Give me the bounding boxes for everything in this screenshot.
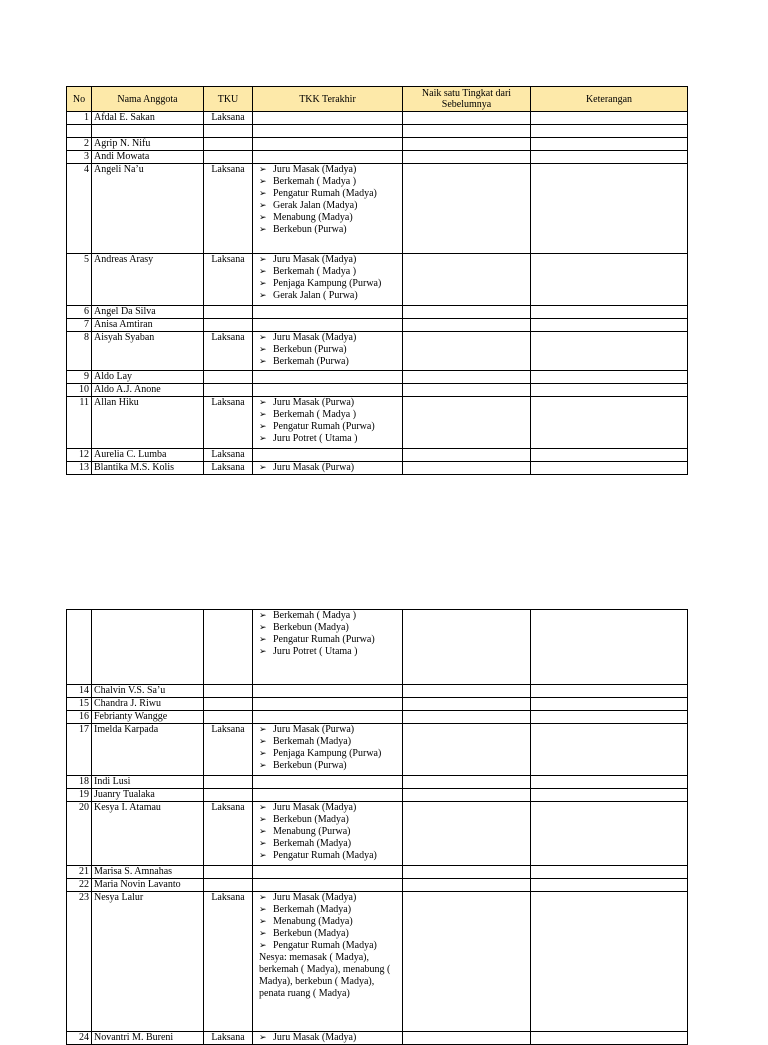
cell-keterangan: [531, 892, 688, 1032]
tkk-list: [255, 462, 400, 474]
tkk-list: [255, 610, 400, 658]
cell-tku: Laksana: [204, 332, 253, 371]
cell-naik-tingkat: [403, 1032, 531, 1045]
table-row: [67, 449, 688, 462]
cell-tku: [204, 306, 253, 319]
cell-naik-tingkat: [403, 866, 531, 879]
cell-tku: [204, 125, 253, 138]
cell-no: 12: [67, 449, 92, 462]
cell-tkk-terakhir: [253, 866, 403, 879]
cell-nama-anggota: Aurelia C. Lumba: [92, 449, 204, 462]
tkk-item: ➢ Juru Potret ( Utama ): [259, 433, 400, 445]
cell-naik-tingkat: [403, 711, 531, 724]
cell-naik-tingkat: [403, 319, 531, 332]
header-tku: TKU: [204, 87, 253, 112]
tkk-item: ➢ Berkemah ( Madya ): [259, 176, 400, 188]
cell-tku: [204, 151, 253, 164]
cell-tkk-terakhir: [253, 254, 403, 306]
tkk-list: [255, 332, 400, 368]
cell-naik-tingkat: [403, 112, 531, 125]
cell-nama-anggota: Anisa Amtiran: [92, 319, 204, 332]
cell-tku: [204, 685, 253, 698]
cell-naik-tingkat: [403, 306, 531, 319]
cell-tkk-terakhir: [253, 462, 403, 475]
tkk-item: ➢ Menabung (Madya): [259, 212, 400, 224]
cell-nama-anggota: Chandra J. Riwu: [92, 698, 204, 711]
cell-naik-tingkat: [403, 724, 531, 776]
tkk-item: ➢ Pengatur Rumah (Purwa): [259, 634, 400, 646]
cell-tkk-terakhir: [253, 112, 403, 125]
cell-no: 1: [67, 112, 92, 125]
cell-no: 4: [67, 164, 92, 254]
cell-tkk-terakhir: [253, 879, 403, 892]
header-naik-tingkat: Naik satu Tingkat dari Sebelumnya: [403, 87, 531, 112]
table-row: [67, 802, 688, 866]
cell-naik-tingkat: [403, 332, 531, 371]
cell-keterangan: [531, 685, 688, 698]
table-row: [67, 254, 688, 306]
table-row: [67, 685, 688, 698]
tkk-list: [255, 892, 400, 952]
tkk-item: ➢ Juru Masak (Madya): [259, 254, 400, 266]
cell-tku: Laksana: [204, 449, 253, 462]
table-row: [67, 462, 688, 475]
table-row: [67, 306, 688, 319]
cell-naik-tingkat: [403, 151, 531, 164]
cell-tkk-terakhir: [253, 397, 403, 449]
cell-no: 13: [67, 462, 92, 475]
member-table-part-1: [66, 86, 688, 475]
cell-tkk-terakhir: [253, 164, 403, 254]
tkk-item: ➢ Berkebun (Purwa): [259, 224, 400, 236]
tkk-item: ➢ Gerak Jalan (Madya): [259, 200, 400, 212]
tkk-item: ➢ Juru Masak (Purwa): [259, 724, 400, 736]
table-row: [67, 789, 688, 802]
cell-naik-tingkat: [403, 449, 531, 462]
cell-naik-tingkat: [403, 610, 531, 685]
cell-no: 9: [67, 371, 92, 384]
cell-tku: Laksana: [204, 724, 253, 776]
tkk-item: ➢ Berkemah (Madya): [259, 838, 400, 850]
table-row: [67, 610, 688, 685]
tkk-item: ➢ Pengatur Rumah (Madya): [259, 940, 400, 952]
cell-keterangan: [531, 449, 688, 462]
cell-tku: Laksana: [204, 397, 253, 449]
cell-no: 3: [67, 151, 92, 164]
cell-tku: [204, 866, 253, 879]
cell-tkk-terakhir: [253, 776, 403, 789]
tkk-item: ➢ Berkemah ( Madya ): [259, 610, 400, 622]
table-row: [67, 164, 688, 254]
table-row: [67, 776, 688, 789]
header-nama-anggota: Nama Anggota: [92, 87, 204, 112]
cell-keterangan: [531, 384, 688, 397]
cell-no: 16: [67, 711, 92, 724]
tkk-item: ➢ Berkebun (Madya): [259, 622, 400, 634]
table-row: [67, 892, 688, 1032]
cell-naik-tingkat: [403, 138, 531, 151]
cell-nama-anggota: Blantika M.S. Kolis: [92, 462, 204, 475]
cell-tku: [204, 610, 253, 685]
cell-nama-anggota: Angel Da Silva: [92, 306, 204, 319]
cell-tku: Laksana: [204, 462, 253, 475]
cell-keterangan: [531, 138, 688, 151]
cell-keterangan: [531, 151, 688, 164]
cell-nama-anggota: Indi Lusi: [92, 776, 204, 789]
tkk-item: ➢ Pengatur Rumah (Purwa): [259, 421, 400, 433]
table-body-part-1: [67, 112, 688, 475]
cell-tku: [204, 319, 253, 332]
tkk-item: ➢ Berkemah ( Madya ): [259, 409, 400, 421]
cell-keterangan: [531, 164, 688, 254]
cell-tkk-terakhir: [253, 892, 403, 1032]
cell-tkk-terakhir: [253, 685, 403, 698]
cell-tkk-terakhir: [253, 319, 403, 332]
tkk-list: [255, 802, 400, 862]
cell-nama-anggota: Afdal E. Sakan: [92, 112, 204, 125]
cell-tku: [204, 698, 253, 711]
tkk-item: ➢ Gerak Jalan ( Purwa): [259, 290, 400, 302]
header-tkk-terakhir: TKK Terakhir: [253, 87, 403, 112]
cell-keterangan: [531, 724, 688, 776]
cell-no: 24: [67, 1032, 92, 1045]
cell-naik-tingkat: [403, 802, 531, 866]
cell-keterangan: [531, 866, 688, 879]
cell-nama-anggota: Juanry Tualaka: [92, 789, 204, 802]
tkk-item: ➢ Berkebun (Madya): [259, 928, 400, 940]
cell-keterangan: [531, 1032, 688, 1045]
cell-no: 7: [67, 319, 92, 332]
cell-nama-anggota: [92, 610, 204, 685]
tkk-list: [255, 397, 400, 445]
tkk-item: ➢ Juru Masak (Madya): [259, 892, 400, 904]
cell-keterangan: [531, 789, 688, 802]
cell-nama-anggota: Nesya Lalur: [92, 892, 204, 1032]
tkk-item: ➢ Juru Masak (Madya): [259, 1032, 400, 1044]
cell-tku: Laksana: [204, 254, 253, 306]
cell-keterangan: [531, 879, 688, 892]
cell-tkk-terakhir: [253, 698, 403, 711]
cell-nama-anggota: Andreas Arasy: [92, 254, 204, 306]
cell-naik-tingkat: [403, 776, 531, 789]
cell-no: 5: [67, 254, 92, 306]
cell-tku: [204, 776, 253, 789]
tkk-item: ➢ Menabung (Madya): [259, 916, 400, 928]
tkk-item: ➢ Pengatur Rumah (Madya): [259, 188, 400, 200]
cell-tku: [204, 711, 253, 724]
cell-tku: [204, 371, 253, 384]
cell-nama-anggota: Agrip N. Nifu: [92, 138, 204, 151]
cell-keterangan: [531, 125, 688, 138]
tkk-item: ➢ Juru Masak (Madya): [259, 164, 400, 176]
tkk-item: ➢ Berkemah (Madya): [259, 736, 400, 748]
cell-keterangan: [531, 319, 688, 332]
cell-no: 21: [67, 866, 92, 879]
table-row: [67, 332, 688, 371]
cell-naik-tingkat: [403, 789, 531, 802]
cell-naik-tingkat: [403, 371, 531, 384]
cell-nama-anggota: [92, 125, 204, 138]
cell-tkk-terakhir: [253, 789, 403, 802]
tkk-item: ➢ Juru Masak (Purwa): [259, 462, 400, 474]
cell-no: [67, 125, 92, 138]
table-row: [67, 384, 688, 397]
cell-no: 10: [67, 384, 92, 397]
table-body-part-2: [67, 610, 688, 1045]
cell-tkk-terakhir: [253, 371, 403, 384]
cell-tkk-terakhir: [253, 125, 403, 138]
cell-no: 22: [67, 879, 92, 892]
cell-keterangan: [531, 254, 688, 306]
cell-no: 20: [67, 802, 92, 866]
cell-keterangan: [531, 698, 688, 711]
cell-nama-anggota: Chalvin V.S. Sa’u: [92, 685, 204, 698]
cell-naik-tingkat: [403, 254, 531, 306]
table-header-row: [67, 87, 688, 112]
cell-keterangan: [531, 112, 688, 125]
tkk-list: [255, 254, 400, 302]
tkk-item: ➢ Juru Potret ( Utama ): [259, 646, 400, 658]
table-row: [67, 711, 688, 724]
tkk-item: ➢ Pengatur Rumah (Madya): [259, 850, 400, 862]
cell-tku: [204, 879, 253, 892]
cell-keterangan: [531, 371, 688, 384]
table-row: [67, 151, 688, 164]
cell-no: 8: [67, 332, 92, 371]
cell-naik-tingkat: [403, 164, 531, 254]
cell-naik-tingkat: [403, 125, 531, 138]
cell-naik-tingkat: [403, 397, 531, 449]
cell-nama-anggota: Aldo A.J. Anone: [92, 384, 204, 397]
cell-nama-anggota: Febrianty Wangge: [92, 711, 204, 724]
cell-keterangan: [531, 306, 688, 319]
cell-no: 19: [67, 789, 92, 802]
cell-nama-anggota: Aisyah Syaban: [92, 332, 204, 371]
tkk-item: ➢ Berkebun (Madya): [259, 814, 400, 826]
cell-no: 15: [67, 698, 92, 711]
table-row: [67, 319, 688, 332]
table-row: [67, 138, 688, 151]
table-row: [67, 698, 688, 711]
tkk-item: ➢ Juru Masak (Madya): [259, 332, 400, 344]
cell-tku: [204, 384, 253, 397]
cell-naik-tingkat: [403, 384, 531, 397]
table-row: [67, 866, 688, 879]
cell-tkk-terakhir: [253, 449, 403, 462]
cell-tku: Laksana: [204, 1032, 253, 1045]
cell-nama-anggota: Allan Hiku: [92, 397, 204, 449]
cell-keterangan: [531, 332, 688, 371]
table-row: [67, 125, 688, 138]
tkk-list: [255, 164, 400, 236]
cell-naik-tingkat: [403, 698, 531, 711]
cell-naik-tingkat: [403, 462, 531, 475]
tkk-list: [255, 1032, 400, 1044]
tkk-item: ➢ Berkemah (Madya): [259, 904, 400, 916]
cell-keterangan: [531, 776, 688, 789]
cell-tku: Laksana: [204, 802, 253, 866]
cell-naik-tingkat: [403, 685, 531, 698]
header-keterangan: Keterangan: [531, 87, 688, 112]
cell-tkk-terakhir: [253, 610, 403, 685]
tkk-note: Nesya: memasak ( Madya), berkemah ( Madya), menabung ( Madya), berkebun ( Madya), penata ruang ( Madya): [259, 952, 391, 999]
cell-keterangan: [531, 802, 688, 866]
cell-nama-anggota: Kesya I. Atamau: [92, 802, 204, 866]
cell-tku: Laksana: [204, 892, 253, 1032]
cell-naik-tingkat: [403, 892, 531, 1032]
cell-tkk-terakhir: [253, 724, 403, 776]
cell-no: 6: [67, 306, 92, 319]
cell-tku: Laksana: [204, 112, 253, 125]
tkk-item: ➢ Berkebun (Purwa): [259, 344, 400, 356]
cell-no: 11: [67, 397, 92, 449]
cell-tku: [204, 789, 253, 802]
table-row: [67, 879, 688, 892]
tkk-item: ➢ Berkebun (Purwa): [259, 760, 400, 772]
table-row: [67, 1032, 688, 1045]
tkk-item: ➢ Berkemah ( Madya ): [259, 266, 400, 278]
cell-keterangan: [531, 711, 688, 724]
cell-tkk-terakhir: [253, 384, 403, 397]
cell-keterangan: [531, 397, 688, 449]
tkk-item: ➢ Penjaga Kampung (Purwa): [259, 748, 400, 760]
cell-no: 17: [67, 724, 92, 776]
cell-no: 23: [67, 892, 92, 1032]
cell-nama-anggota: Aldo Lay: [92, 371, 204, 384]
cell-nama-anggota: Maria Novin Lavanto: [92, 879, 204, 892]
cell-nama-anggota: Angeli Na’u: [92, 164, 204, 254]
cell-no: 14: [67, 685, 92, 698]
cell-no: [67, 610, 92, 685]
cell-no: 2: [67, 138, 92, 151]
table-row: [67, 112, 688, 125]
cell-naik-tingkat: [403, 879, 531, 892]
tkk-item: ➢ Juru Masak (Purwa): [259, 397, 400, 409]
cell-nama-anggota: Imelda Karpada: [92, 724, 204, 776]
cell-tkk-terakhir: [253, 138, 403, 151]
header-no: No: [67, 87, 92, 112]
cell-nama-anggota: Andi Mowata: [92, 151, 204, 164]
table-row: [67, 371, 688, 384]
cell-no: 18: [67, 776, 92, 789]
cell-tkk-terakhir: [253, 711, 403, 724]
cell-tkk-terakhir: [253, 306, 403, 319]
table-row: [67, 397, 688, 449]
cell-tkk-terakhir: [253, 1032, 403, 1045]
tkk-item: ➢ Berkemah (Purwa): [259, 356, 400, 368]
tkk-item: ➢ Menabung (Purwa): [259, 826, 400, 838]
cell-nama-anggota: Marisa S. Amnahas: [92, 866, 204, 879]
cell-tkk-terakhir: [253, 332, 403, 371]
tkk-list: [255, 724, 400, 772]
tkk-item: ➢ Juru Masak (Madya): [259, 802, 400, 814]
cell-keterangan: [531, 610, 688, 685]
cell-tkk-terakhir: [253, 802, 403, 866]
cell-tku: [204, 138, 253, 151]
member-table-part-2: [66, 609, 688, 1045]
cell-tkk-terakhir: [253, 151, 403, 164]
cell-tku: Laksana: [204, 164, 253, 254]
tkk-item: ➢ Penjaga Kampung (Purwa): [259, 278, 400, 290]
cell-nama-anggota: Novantri M. Bureni: [92, 1032, 204, 1045]
table-row: [67, 724, 688, 776]
cell-keterangan: [531, 462, 688, 475]
